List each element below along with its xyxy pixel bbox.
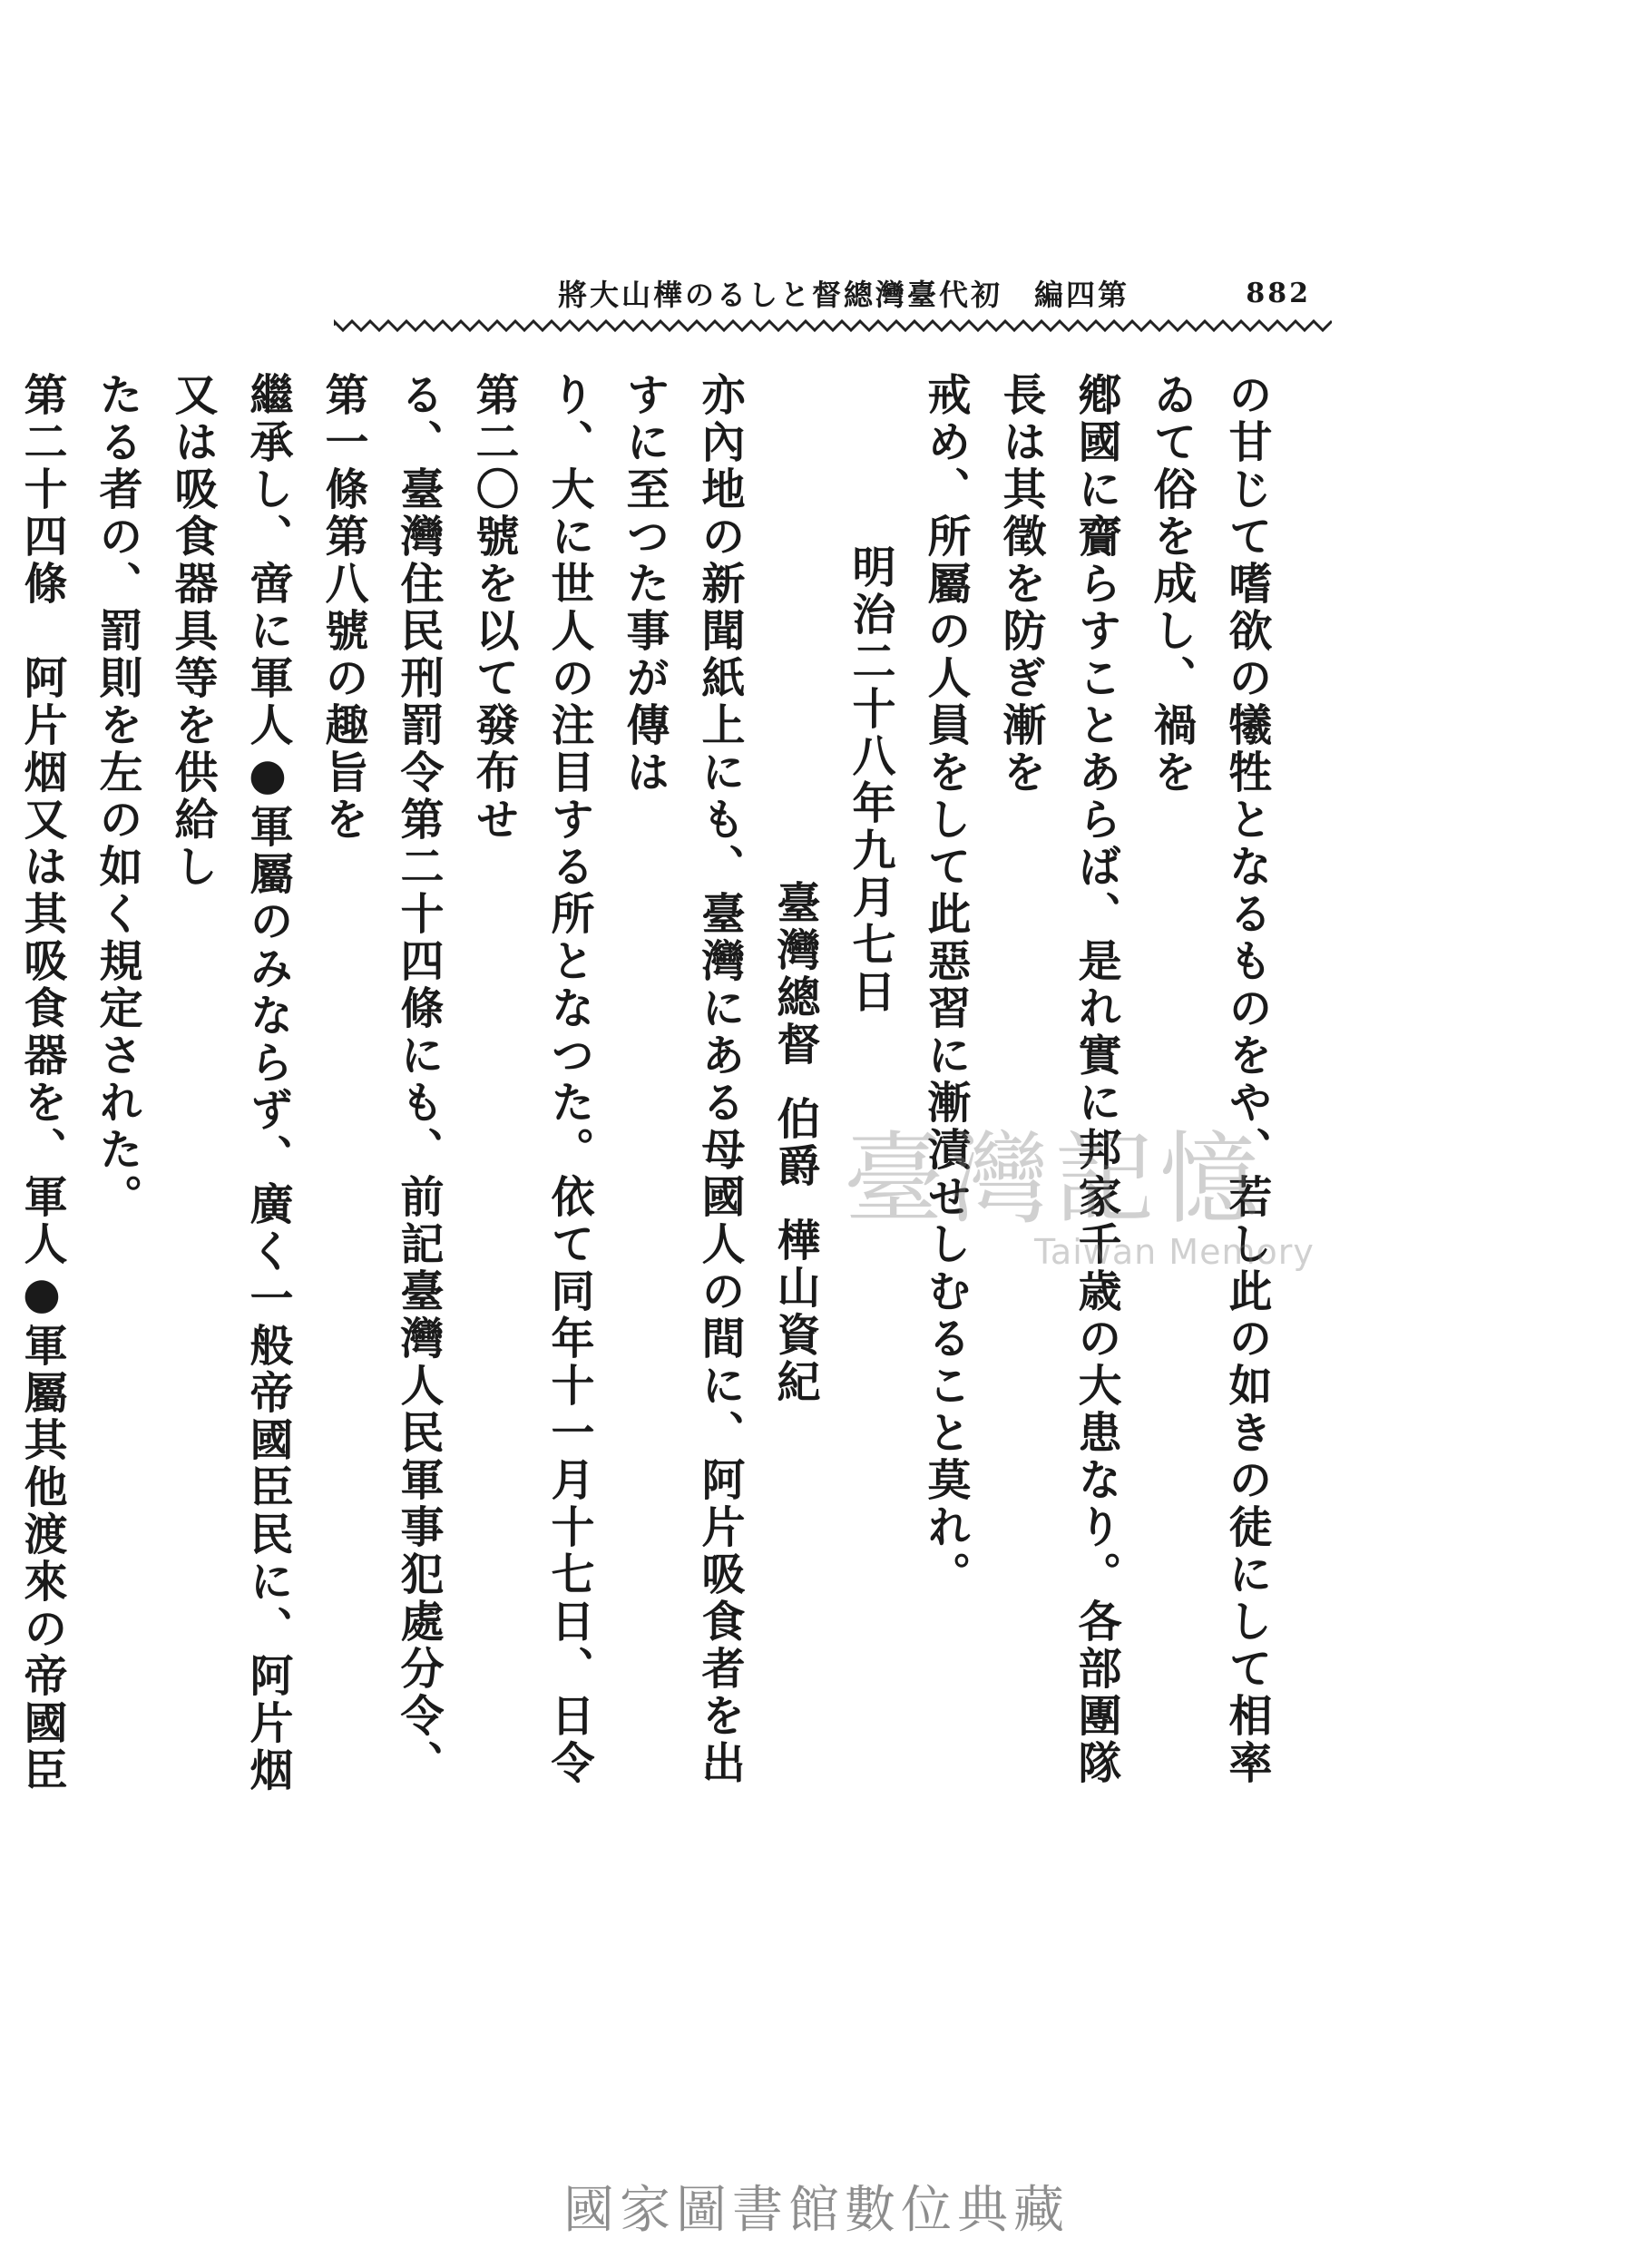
signature-line bbox=[757, 372, 832, 1823]
signature-name: 樺山資紀 bbox=[769, 1217, 820, 1406]
text-column-2: 鄕國に齎らすことあらば、是れ實に邦家千歳の大患なり。各部團隊長は其徵を防ぎ漸を bbox=[995, 372, 1121, 1787]
chapter-title: 第四編 初代臺灣總督としるの樺山大將 bbox=[558, 278, 1130, 312]
watermark-title: 臺灣記憶 bbox=[844, 1121, 1265, 1237]
archive-footer: 國家圖書館數位典藏 bbox=[563, 2181, 1070, 2240]
vertical-text-body bbox=[16, 372, 1284, 1823]
page-number: 882 bbox=[1246, 277, 1311, 309]
watermark-subtitle: Taiwan Memory bbox=[1034, 1232, 1315, 1272]
signature-rank: 伯爵 bbox=[769, 1096, 820, 1190]
decree-date: 明治二十八年九月七日 bbox=[845, 544, 895, 1016]
text-column-3: 戒め、所屬の人員をして此惡習に漸漬せしむること莫れ。 bbox=[920, 372, 971, 1598]
text-column-8: る、臺灣住民刑罰令第二十四條にも、前記臺灣人民軍事犯處分令、第一條第八號の趣旨を bbox=[318, 372, 444, 1787]
text-column-1: の甘じて嗜欲の犧牲となるものをや、若し此の如きの徒にして相率ゐて俗を成し、禍を bbox=[1146, 372, 1272, 1787]
text-column-7: り、大に世人の注目する所となつた。依て同年十一月十七日、日令第二〇號を以て發布せ bbox=[468, 372, 594, 1787]
text-column-9: 繼承し、啻に軍人●軍屬のみならず、廣く一般帝國臣民に、阿片烟又は吸食器具等を供給し bbox=[167, 372, 293, 1794]
text-column-10: たる者の、罰則を左の如く規定された。 bbox=[92, 372, 142, 1221]
article-24-heading: 第二十四條 阿片烟又は其吸食器を、軍人●軍屬其他渡來の帝國臣 bbox=[16, 372, 67, 1794]
header-wavy-rule bbox=[334, 318, 1332, 334]
signature-title: 臺灣總督 bbox=[769, 880, 820, 1069]
running-header bbox=[558, 270, 1311, 316]
text-column-6: 亦內地の新聞紙上にも、臺灣にある母國人の間に、阿片吸食者を出すに至つた事が傳は bbox=[619, 372, 745, 1787]
